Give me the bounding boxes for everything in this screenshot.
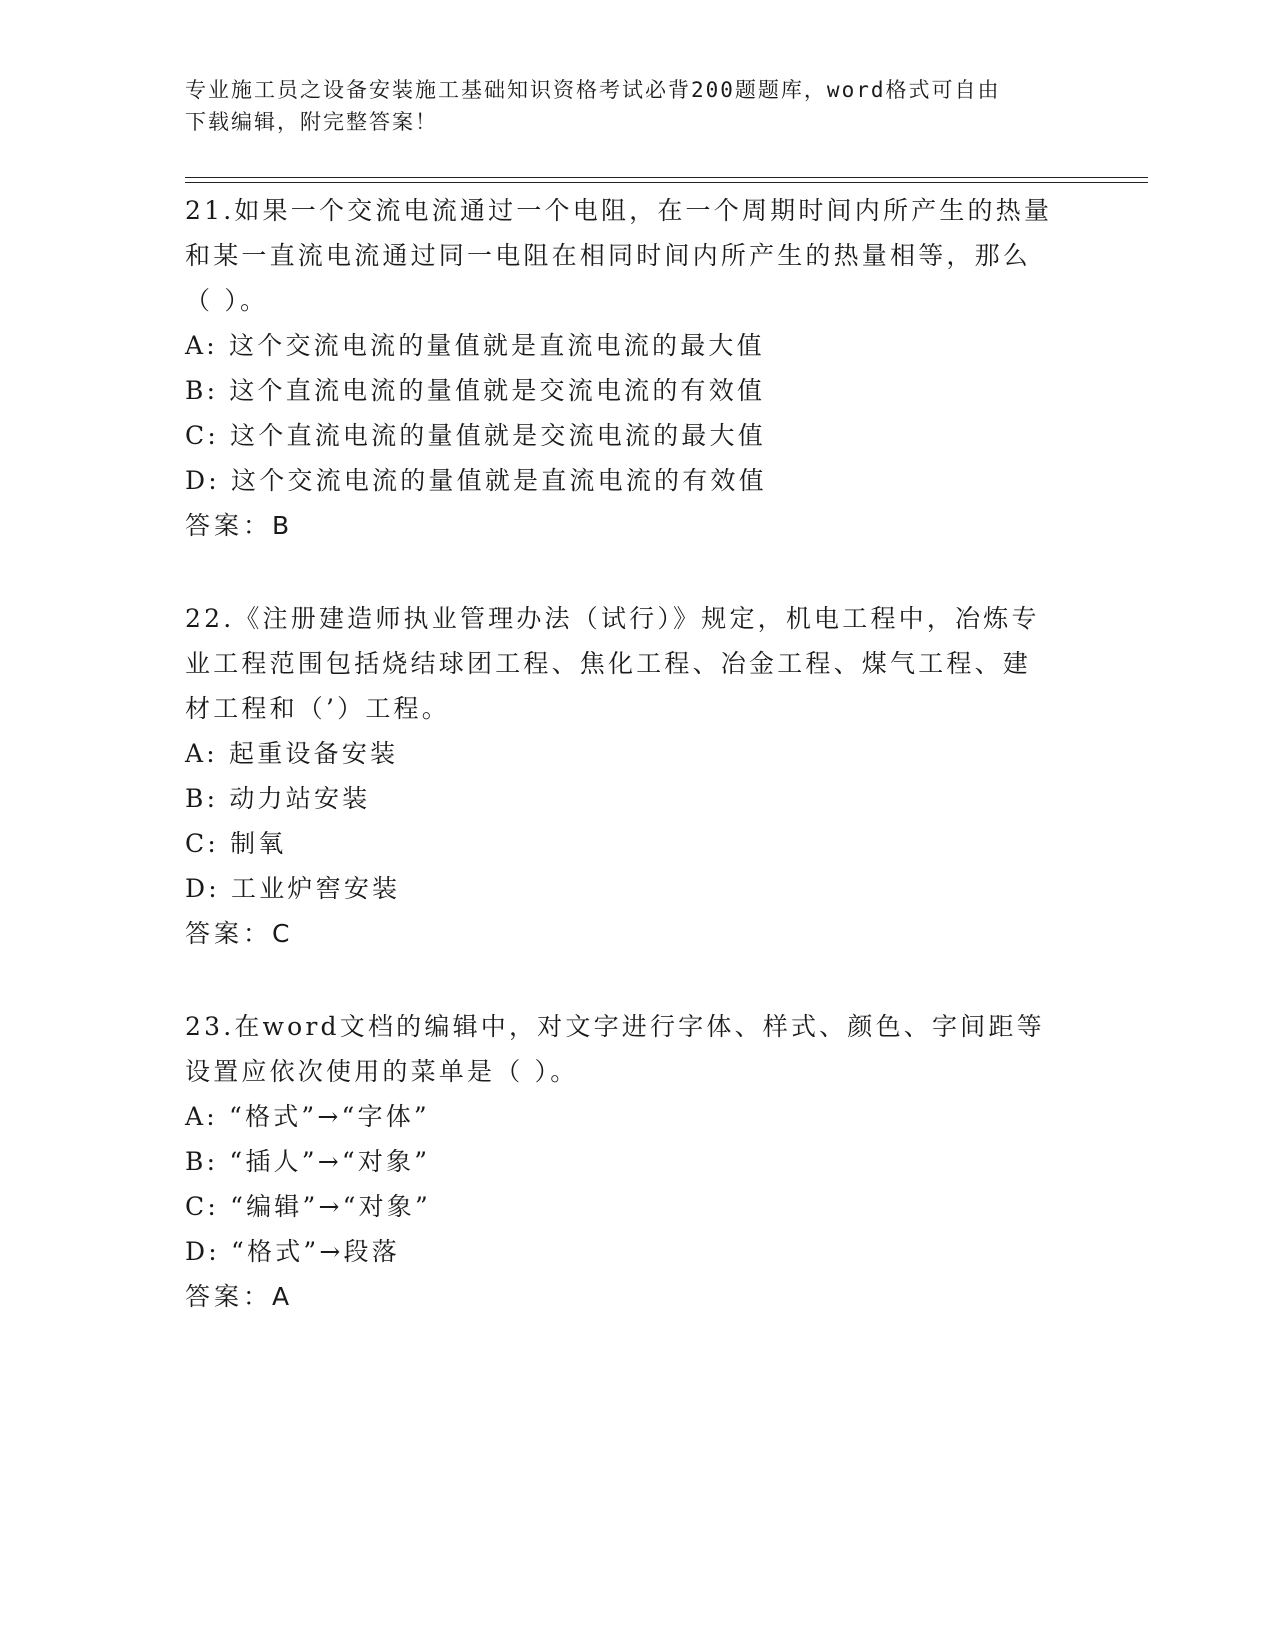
option-b: B: 这个直流电流的量值就是交流电流的有效值 (185, 376, 766, 405)
question-list (185, 188, 1085, 1367)
option-a: A: 起重设备安装 (185, 739, 399, 768)
header-line-1: 专业施工员之设备安装施工基础知识资格考试必背200题题库，word格式可自由 (185, 78, 1001, 102)
stem-line: 材工程和（’）工程。 (185, 694, 450, 723)
question-21 (185, 188, 1085, 548)
option-a: A: 这个交流电流的量值就是直流电流的最大值 (185, 331, 765, 360)
question-stem (185, 188, 1085, 323)
option-d: D: 工业炉窖安装 (185, 874, 401, 903)
stem-line: （ ）。 (185, 286, 269, 315)
answer-label: 答案： (185, 1282, 273, 1311)
document-header (185, 74, 1065, 138)
option-d: D: “格式”→段落 (185, 1237, 400, 1266)
stem-line: 22.《注册建造师执业管理办法（试行）》规定，机电工程中，冶炼专 (185, 604, 1040, 633)
option-a: A: “格式”→“字体” (185, 1102, 430, 1131)
stem-line: 业工程范围包括烧结球团工程、焦化工程、冶金工程、煤气工程、建 (185, 649, 1032, 678)
answer-line (185, 911, 1085, 956)
option-c: C: 这个直流电流的量值就是交流电流的最大值 (185, 421, 766, 450)
question-22 (185, 596, 1085, 956)
stem-line: 21.如果一个交流电流通过一个电阻，在一个周期时间内所产生的热量 (185, 196, 1053, 225)
option-b: B: 动力站安装 (185, 784, 371, 813)
answer-value: B (272, 511, 292, 540)
answer-value: C (272, 919, 292, 948)
answer-label: 答案： (185, 511, 273, 540)
stem-line: 和某一直流电流通过同一电阻在相同时间内所产生的热量相等，那么 (185, 241, 1032, 270)
answer-label: 答案： (185, 919, 273, 948)
option-c: C: 制氧 (185, 829, 287, 858)
question-stem (185, 596, 1085, 731)
option-d: D: 这个交流电流的量值就是直流电流的有效值 (185, 466, 767, 495)
option-b: B: “插人”→“对象” (185, 1147, 431, 1176)
header-divider-top (185, 177, 1148, 178)
option-c: C: “编辑”→“对象” (185, 1192, 431, 1221)
stem-line: 设置应依次使用的菜单是（ ）。 (185, 1057, 579, 1086)
answer-line (185, 503, 1085, 548)
question-23 (185, 1004, 1085, 1319)
header-divider-bottom (185, 182, 1148, 183)
answer-value: A (272, 1282, 292, 1311)
question-stem (185, 1004, 1085, 1094)
stem-line: 23.在word文档的编辑中，对文字进行字体、样式、颜色、字间距等 (185, 1012, 1045, 1041)
header-line-2: 下载编辑，附完整答案！ (185, 110, 438, 134)
answer-line (185, 1274, 1085, 1319)
